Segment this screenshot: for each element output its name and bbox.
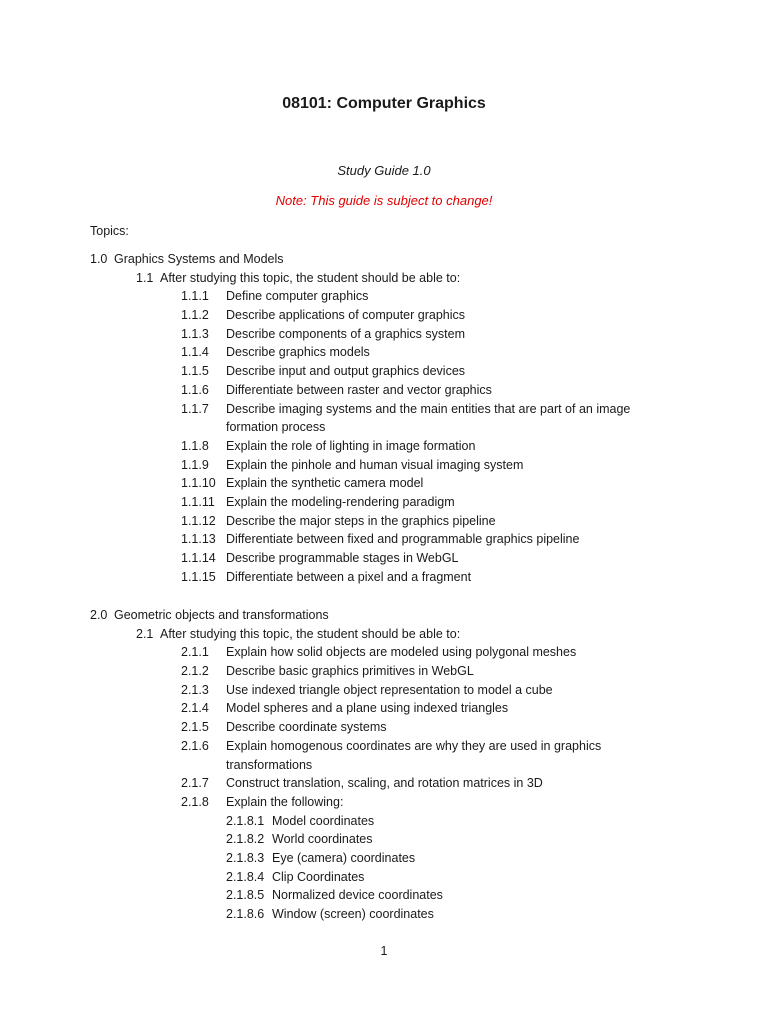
subsection-heading-number: 1.1	[136, 270, 154, 285]
objective-item-continuation	[0, 756, 768, 775]
objective-item-number: 1.1.1	[181, 289, 209, 304]
section-graphics-systems	[0, 250, 768, 586]
subsection-heading-number: 2.1	[136, 626, 154, 641]
objective-item-text: Explain the synthetic camera model	[226, 476, 424, 491]
objective-subitem-text: Model coordinates	[272, 813, 375, 828]
objective-item-text: Differentiate between raster and vector graphics	[226, 382, 492, 397]
objective-item	[0, 287, 768, 306]
objective-subitem-number: 2.1.8.6	[226, 907, 265, 921]
objective-item-text: Explain how solid objects are modeled using polygonal meshes	[226, 645, 577, 660]
objective-item-number: 2.1.8	[181, 794, 209, 809]
objective-item-text: Explain the pinhole and human visual imaging system	[226, 457, 524, 472]
subsection-heading-text: After studying this topic, the student should be able to:	[160, 626, 461, 641]
objective-item-number: 2.1.7	[181, 776, 209, 791]
objective-subitem-number: 2.1.8.5	[226, 888, 265, 903]
objective-subitem	[0, 849, 768, 868]
objective-item-number: 1.1.8	[181, 438, 209, 453]
objective-item	[0, 381, 768, 400]
objective-item	[0, 718, 768, 737]
objective-item-continuation-text: formation process	[226, 420, 326, 435]
objective-subitem	[0, 886, 768, 905]
objective-subitem	[0, 905, 768, 924]
objective-item	[0, 737, 768, 756]
objective-item-text: Describe programmable stages in WebGL	[226, 551, 459, 565]
objective-item	[0, 699, 768, 718]
section-heading-text: Geometric objects and transformations	[114, 608, 329, 622]
subsection-heading	[0, 625, 768, 644]
page-number: 1	[380, 944, 388, 958]
objective-item	[0, 793, 768, 812]
objective-item-text: Explain the role of lighting in image formation	[226, 438, 476, 453]
objective-item-text: Model spheres and a plane using indexed triangles	[226, 701, 509, 716]
objective-item-text: Describe components of a graphics system	[226, 326, 465, 341]
objective-item-number: 2.1.5	[181, 720, 209, 735]
objective-item-number: 1.1.12	[181, 513, 216, 528]
objective-item-number: 1.1.6	[181, 382, 209, 397]
objective-item-number: 1.1.14	[181, 551, 216, 565]
section-geometric-objects	[0, 606, 768, 924]
objective-item-number: 1.1.4	[181, 345, 209, 360]
objective-subitem-text: Clip Coordinates	[272, 869, 365, 884]
objective-item	[0, 400, 768, 419]
document-subtitle: Study Guide 1.0	[337, 163, 431, 178]
section-heading-number: 1.0	[90, 252, 108, 266]
objective-subitem-number: 2.1.8.3	[226, 850, 265, 865]
objective-item-text: Define computer graphics	[226, 289, 369, 304]
objective-item-number: 2.1.4	[181, 701, 209, 716]
objective-item	[0, 568, 768, 587]
topics-label: Topics:	[90, 224, 129, 238]
document-title: 08101: Computer Graphics	[282, 95, 486, 112]
objective-item-text: Explain the following:	[226, 794, 344, 809]
section-heading	[0, 250, 768, 269]
objective-item	[0, 774, 768, 793]
objective-item	[0, 549, 768, 568]
change-note: Note: This guide is subject to change!	[275, 193, 493, 208]
objective-item	[0, 362, 768, 381]
objective-subitem-text: Window (screen) coordinates	[272, 907, 434, 921]
objective-item-text: Describe graphics models	[226, 345, 370, 360]
objective-item-number: 1.1.5	[181, 364, 209, 379]
objective-subitem-number: 2.1.8.1	[226, 813, 265, 828]
objective-subitem-text: Normalized device coordinates	[272, 888, 443, 903]
objective-subitem	[0, 868, 768, 887]
objective-item-text: Describe applications of computer graphics	[226, 308, 466, 323]
objective-item	[0, 437, 768, 456]
objective-subitem-text: Eye (camera) coordinates	[272, 850, 416, 865]
objective-item-text: Use indexed triangle object representation to model a cube	[226, 682, 553, 697]
objective-item-number: 1.1.2	[181, 308, 209, 323]
objective-item	[0, 662, 768, 681]
objective-item-continuation	[0, 418, 768, 437]
objective-item-text: Explain the modeling-rendering paradigm	[226, 494, 455, 509]
objective-item-text: Describe coordinate systems	[226, 720, 387, 735]
objective-subitem	[0, 830, 768, 849]
objective-item-number: 1.1.3	[181, 326, 209, 341]
objective-item-text: Describe basic graphics primitives in WebGL	[226, 664, 474, 679]
objective-item	[0, 493, 768, 512]
objective-item-number: 2.1.6	[181, 738, 209, 753]
subsection-heading	[0, 269, 768, 288]
objective-subitem-number: 2.1.8.2	[226, 832, 265, 847]
objective-item-text: Differentiate between fixed and programmable graphics pipeline	[226, 532, 580, 547]
objective-subitem-number: 2.1.8.4	[226, 869, 265, 884]
objective-item-text: Describe the major steps in the graphics pipeline	[226, 513, 496, 528]
objective-item	[0, 643, 768, 662]
objective-item	[0, 343, 768, 362]
objective-item-continuation-text: transformations	[226, 757, 313, 772]
objective-item	[0, 530, 768, 549]
objective-item-number: 1.1.11	[181, 494, 215, 509]
objective-item	[0, 306, 768, 325]
objective-item	[0, 325, 768, 344]
objective-item-number: 2.1.1	[181, 645, 209, 660]
objective-item-text: Explain homogenous coordinates are why they are used in graphics	[226, 738, 602, 753]
section-heading-text: Graphics Systems and Models	[114, 252, 284, 266]
objective-subitem	[0, 812, 768, 831]
section-heading	[0, 606, 768, 625]
objective-item	[0, 512, 768, 531]
objective-item	[0, 681, 768, 700]
objective-item-text: Describe imaging systems and the main entities that are part of an image	[226, 401, 631, 416]
objective-item-number: 2.1.2	[181, 664, 209, 679]
objective-item-number: 1.1.13	[181, 532, 216, 547]
objective-item-number: 1.1.10	[181, 476, 216, 491]
objective-item-text: Describe input and output graphics devices	[226, 364, 466, 379]
subsection-heading-text: After studying this topic, the student should be able to:	[160, 270, 461, 285]
objective-item	[0, 474, 768, 493]
objective-item-text: Construct translation, scaling, and rotation matrices in 3D	[226, 776, 543, 791]
objective-item-number: 2.1.3	[181, 682, 209, 697]
objective-subitem-text: World coordinates	[272, 832, 373, 847]
objective-item-number: 1.1.7	[181, 401, 209, 416]
objective-item-number: 1.1.15	[181, 569, 216, 584]
section-heading-number: 2.0	[90, 608, 108, 622]
objective-item	[0, 456, 768, 475]
objective-item-number: 1.1.9	[181, 457, 209, 472]
objective-item-text: Differentiate between a pixel and a fragment	[226, 569, 472, 584]
